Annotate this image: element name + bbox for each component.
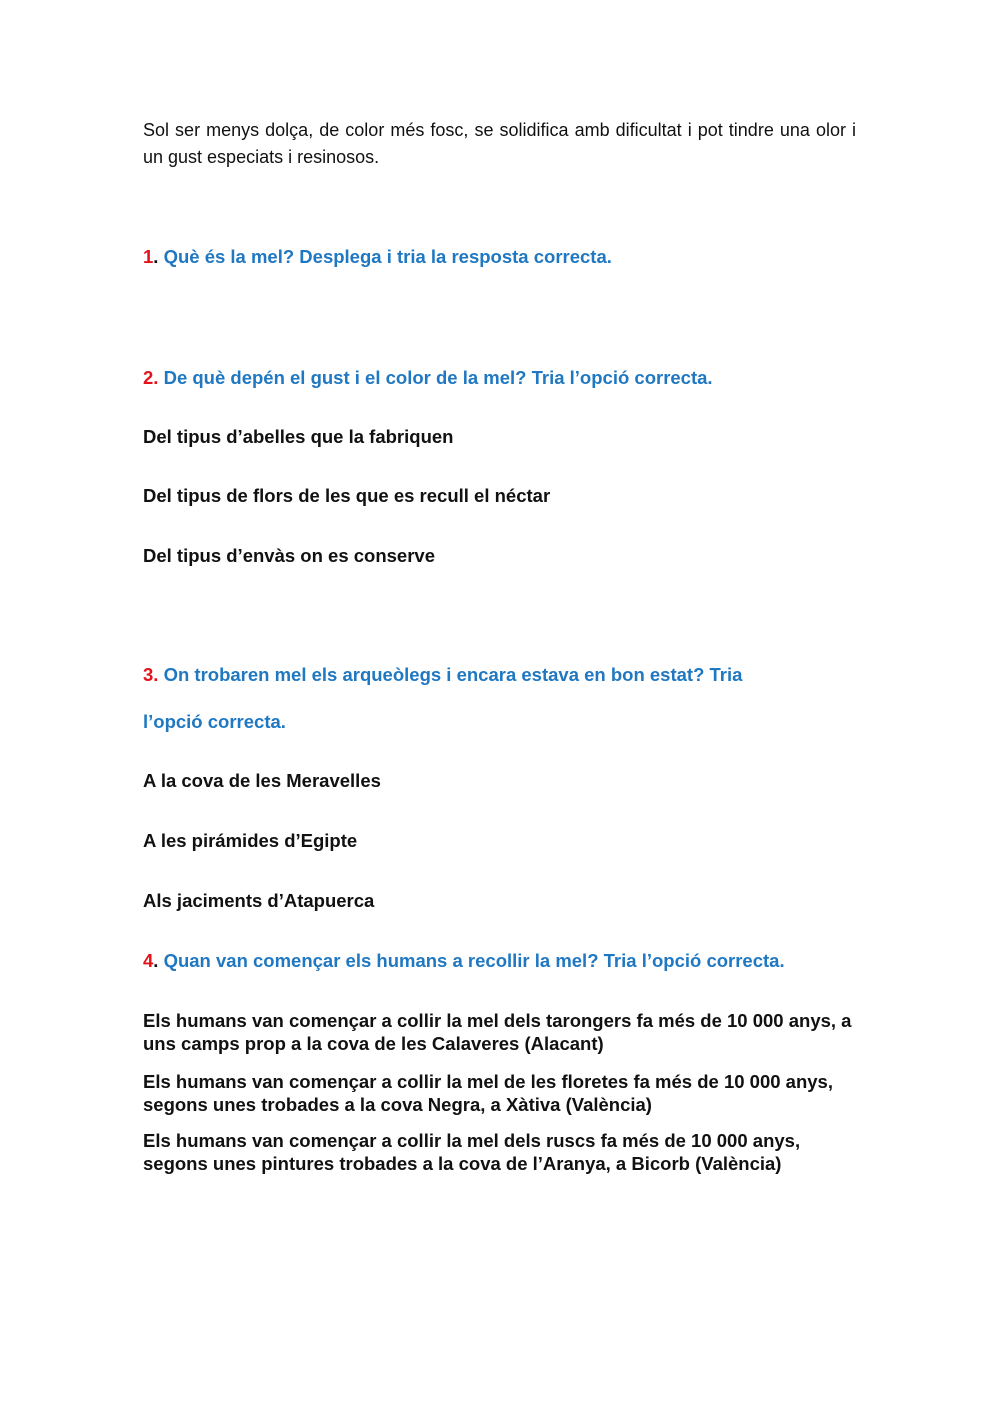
question-1-number: 1 xyxy=(143,246,154,267)
question-3-option-3[interactable]: Als jaciments d’Atapuerca xyxy=(143,890,375,911)
question-3 xyxy=(143,663,742,687)
question-4-option-1[interactable]: Els humans van començar a collir la mel dels tarongers fa més de 10 000 anys, a uns camps prop a la cova de les Calaveres (Alacant) xyxy=(143,1010,852,1054)
question-1-separator: . xyxy=(153,246,159,267)
question-3-number: 3. xyxy=(143,664,159,685)
question-4-separator: . xyxy=(153,950,159,971)
question-2-option-1[interactable]: Del tipus d’abelles que la fabriquen xyxy=(143,426,454,447)
question-4-text: Quan van començar els humans a recollir la mel? Tria l’opció correcta. xyxy=(163,950,785,971)
intro-paragraph: Sol ser menys dolça, de color més fosc, se solidifica amb dificultat i pot tindre una olor i un gust especiats i resinosos. xyxy=(143,120,856,167)
question-2-number: 2. xyxy=(143,367,159,388)
question-1-text: Què és la mel? Desplega i tria la resposta correcta. xyxy=(163,246,612,267)
question-2-option-2[interactable]: Del tipus de flors de les que es recull el néctar xyxy=(143,485,551,506)
question-4-number: 4 xyxy=(143,950,154,971)
question-1 xyxy=(143,245,612,269)
question-3-text-line-2: l’opció correcta. xyxy=(143,711,286,732)
question-3-text-line-1: On trobaren mel els arqueòlegs i encara estava en bon estat? Tria xyxy=(163,664,743,685)
question-4-option-3[interactable]: Els humans van començar a collir la mel dels ruscs fa més de 10 000 anys, segons unes pintures trobades a la cova de l’Aranya, a Bicorb (València) xyxy=(143,1130,801,1174)
question-2 xyxy=(143,366,713,390)
question-3-option-1[interactable]: A la cova de les Meravelles xyxy=(143,770,381,791)
question-3-option-2[interactable]: A les pirámides d’Egipte xyxy=(143,830,358,851)
question-4 xyxy=(143,949,785,973)
question-4-option-2[interactable]: Els humans van començar a collir la mel de les floretes fa més de 10 000 anys, segons unes trobades a la cova Negra, a Xàtiva (València) xyxy=(143,1071,833,1115)
question-2-option-3[interactable]: Del tipus d’envàs on es conserve xyxy=(143,545,435,566)
question-2-text: De què depén el gust i el color de la mel? Tria l’opció correcta. xyxy=(163,367,713,388)
